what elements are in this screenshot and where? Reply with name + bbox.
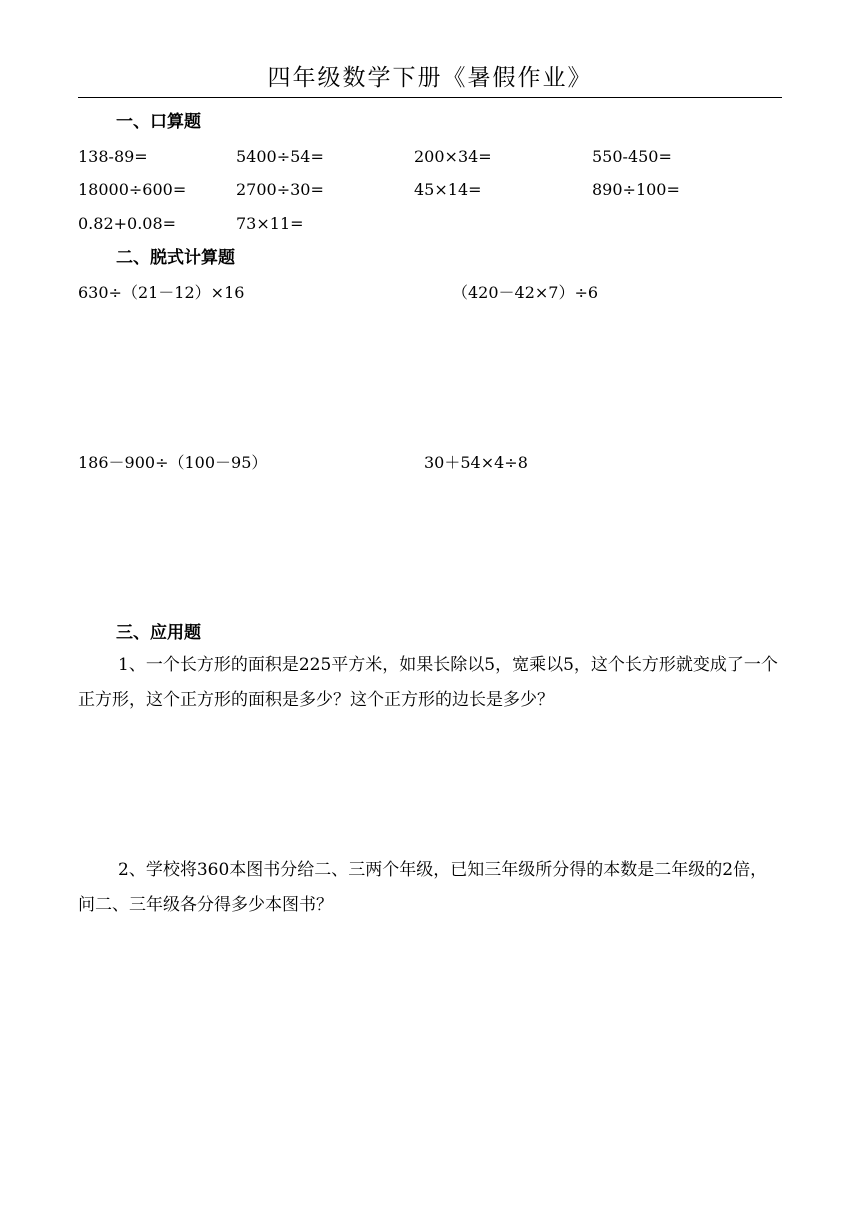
mental-arithmetic-item: 0.82+0.08= xyxy=(78,214,177,233)
word-problem: 1、一个长方形的面积是225平方米，如果长除以5，宽乘以5，这个长方形就变成了一个正方形，这个正方形的面积是多少？这个正方形的边长是多少？ xyxy=(78,655,778,710)
mental-arithmetic-item: 73×11= xyxy=(236,214,304,233)
mental-arithmetic-item: 45×14= xyxy=(414,180,482,199)
section-heading-mental-arithmetic: 一、口算题 xyxy=(116,112,201,132)
word-problem: 2、学校将360本图书分给二、三两个年级，已知三年级所分得的本数是二年级的2倍，问二、三年级各分得多少本图书？ xyxy=(78,860,768,915)
mental-arithmetic-item: 5400÷54= xyxy=(236,147,324,166)
step-calculation-item: 30＋54×4÷8 xyxy=(424,453,528,472)
mental-arithmetic-item: 550-450= xyxy=(592,147,672,166)
step-calculation-item: （420－42×7）÷6 xyxy=(452,283,599,302)
section-heading-word-problems: 三、应用题 xyxy=(116,623,201,643)
title-underline xyxy=(78,97,782,98)
page-title: 四年级数学下册《暑假作业》 xyxy=(267,65,593,91)
mental-arithmetic-item: 890÷100= xyxy=(592,180,680,199)
section-heading-step-calculation: 二、脱式计算题 xyxy=(116,248,235,268)
step-calculation-item: 630÷（21－12）×16 xyxy=(78,283,245,302)
mental-arithmetic-item: 2700÷30= xyxy=(236,180,324,199)
mental-arithmetic-item: 138-89= xyxy=(78,147,148,166)
mental-arithmetic-item: 200×34= xyxy=(414,147,492,166)
step-calculation-item: 186－900÷（100－95） xyxy=(78,453,268,472)
mental-arithmetic-item: 18000÷600= xyxy=(78,180,187,199)
